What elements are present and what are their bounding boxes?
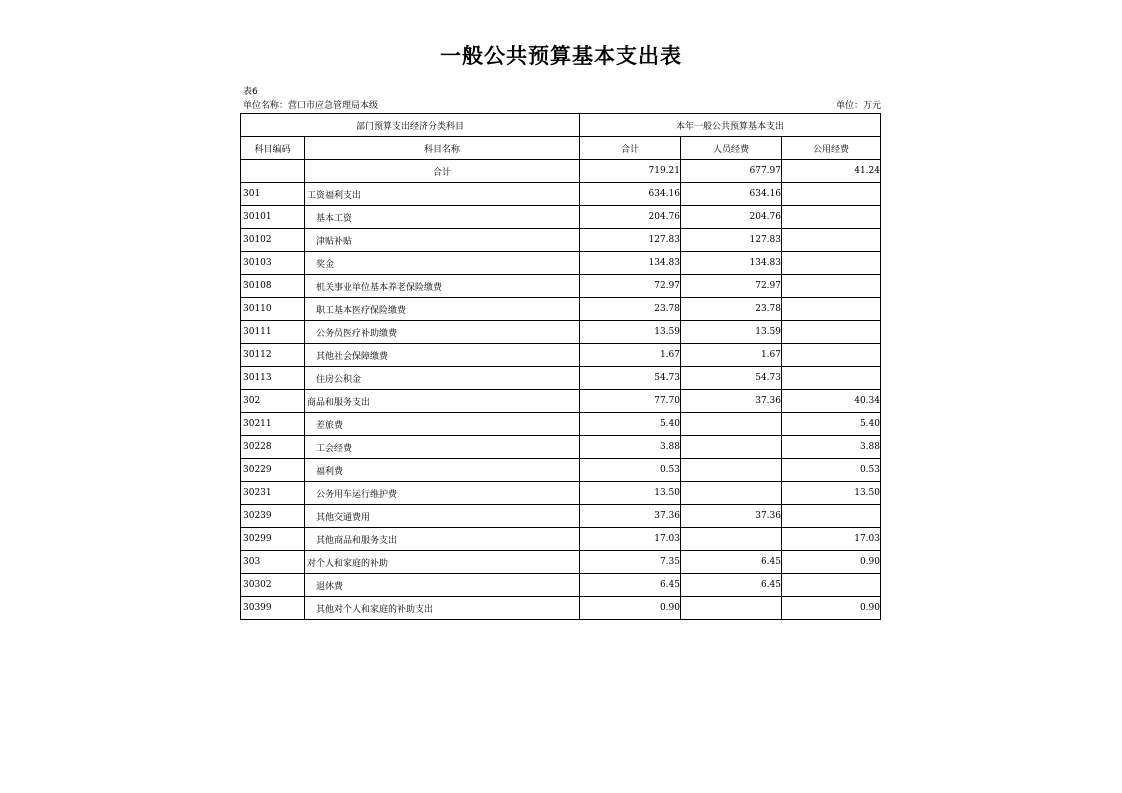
row-personnel: 6.45: [681, 574, 782, 597]
row-total: 54.73: [580, 367, 681, 390]
row-public: [782, 252, 881, 275]
row-public: [782, 183, 881, 206]
table-row: [241, 551, 881, 574]
row-personnel: 54.73: [681, 367, 782, 390]
row-total: 127.83: [580, 229, 681, 252]
row-name: 退休费: [305, 574, 580, 597]
row-code: 30110: [241, 298, 305, 321]
header-public: 公用经费: [782, 137, 881, 160]
row-personnel: 634.16: [681, 183, 782, 206]
row-code: 30228: [241, 436, 305, 459]
table-row: [241, 183, 881, 206]
row-public: [782, 229, 881, 252]
header-code: 科目编码: [241, 137, 305, 160]
unit-label: 单位：万元: [836, 101, 882, 111]
row-name: 工资福利支出: [305, 183, 580, 206]
row-personnel: [681, 459, 782, 482]
table-row: [241, 459, 881, 482]
table-row: [241, 574, 881, 597]
header-personnel: 人员经费: [681, 137, 782, 160]
row-total: 72.97: [580, 275, 681, 298]
row-name: 津贴补贴: [305, 229, 580, 252]
row-public: [782, 298, 881, 321]
row-public: 5.40: [782, 413, 881, 436]
row-public: 40.34: [782, 390, 881, 413]
header-name: 科目名称: [305, 137, 580, 160]
row-code: 30229: [241, 459, 305, 482]
row-name: 基本工资: [305, 206, 580, 229]
row-code: 30399: [241, 597, 305, 620]
row-code: 30101: [241, 206, 305, 229]
row-name: 机关事业单位基本养老保险缴费: [305, 275, 580, 298]
table-row: [241, 482, 881, 505]
row-name: 差旅费: [305, 413, 580, 436]
row-public: [782, 344, 881, 367]
header-econ-category: 部门预算支出经济分类科目: [241, 114, 580, 137]
row-code: 30211: [241, 413, 305, 436]
row-name: 其他对个人和家庭的补助支出: [305, 597, 580, 620]
row-public: 0.53: [782, 459, 881, 482]
row-code: 30302: [241, 574, 305, 597]
table-row: [241, 413, 881, 436]
row-personnel: 1.67: [681, 344, 782, 367]
row-personnel: 134.83: [681, 252, 782, 275]
row-public: 13.50: [782, 482, 881, 505]
header-group-row: [241, 114, 881, 137]
row-code: 30231: [241, 482, 305, 505]
row-name: 商品和服务支出: [305, 390, 580, 413]
row-public: 0.90: [782, 551, 881, 574]
row-personnel: 72.97: [681, 275, 782, 298]
row-code: 30102: [241, 229, 305, 252]
header-basic-expenditure: 本年一般公共预算基本支出: [580, 114, 881, 137]
row-code: 303: [241, 551, 305, 574]
row-name: 其他社会保障缴费: [305, 344, 580, 367]
row-public: [782, 505, 881, 528]
row-personnel: 127.83: [681, 229, 782, 252]
row-total: 0.90: [580, 597, 681, 620]
total-personnel: 677.97: [681, 160, 782, 183]
row-code: 302: [241, 390, 305, 413]
row-name: 公务员医疗补助缴费: [305, 321, 580, 344]
row-name: 公务用车运行维护费: [305, 482, 580, 505]
row-total: 6.45: [580, 574, 681, 597]
row-personnel: 204.76: [681, 206, 782, 229]
total-total: 719.21: [580, 160, 681, 183]
row-personnel: 13.59: [681, 321, 782, 344]
row-total: 5.40: [580, 413, 681, 436]
row-code: 30103: [241, 252, 305, 275]
total-code-cell: [241, 160, 305, 183]
total-row: [241, 160, 881, 183]
table-row: [241, 528, 881, 551]
table-row: [241, 367, 881, 390]
header-total: 合计: [580, 137, 681, 160]
row-name: 对个人和家庭的补助: [305, 551, 580, 574]
row-personnel: [681, 436, 782, 459]
row-personnel: [681, 482, 782, 505]
row-public: 17.03: [782, 528, 881, 551]
row-total: 7.35: [580, 551, 681, 574]
row-name: 奖金: [305, 252, 580, 275]
row-total: 13.59: [580, 321, 681, 344]
table-row: [241, 206, 881, 229]
row-public: [782, 206, 881, 229]
row-total: 13.50: [580, 482, 681, 505]
row-personnel: 23.78: [681, 298, 782, 321]
table-row: [241, 390, 881, 413]
row-personnel: 6.45: [681, 551, 782, 574]
row-total: 1.67: [580, 344, 681, 367]
row-personnel: [681, 528, 782, 551]
row-total: 77.70: [580, 390, 681, 413]
row-code: 30108: [241, 275, 305, 298]
row-code: 301: [241, 183, 305, 206]
row-personnel: [681, 597, 782, 620]
table-row: [241, 298, 881, 321]
unit-name: 单位名称：营口市应急管理局本级: [243, 101, 379, 111]
table-row: [241, 344, 881, 367]
row-name: 其他商品和服务支出: [305, 528, 580, 551]
row-public: 3.88: [782, 436, 881, 459]
table-row: [241, 275, 881, 298]
row-personnel: 37.36: [681, 390, 782, 413]
row-total: 17.03: [580, 528, 681, 551]
row-total: 23.78: [580, 298, 681, 321]
table-row: [241, 436, 881, 459]
page-title: 一般公共预算基本支出表: [440, 44, 682, 68]
row-public: 0.90: [782, 597, 881, 620]
budget-table: [240, 113, 881, 620]
table-row: [241, 252, 881, 275]
row-total: 3.88: [580, 436, 681, 459]
table-row: [241, 505, 881, 528]
row-code: 30111: [241, 321, 305, 344]
row-code: 30239: [241, 505, 305, 528]
row-name: 住房公积金: [305, 367, 580, 390]
header-column-row: [241, 137, 881, 160]
row-total: 134.83: [580, 252, 681, 275]
row-code: 30299: [241, 528, 305, 551]
row-public: [782, 321, 881, 344]
row-total: 37.36: [580, 505, 681, 528]
row-total: 0.53: [580, 459, 681, 482]
row-total: 634.16: [580, 183, 681, 206]
row-name: 工会经费: [305, 436, 580, 459]
row-name: 其他交通费用: [305, 505, 580, 528]
table-number: 表6: [243, 87, 258, 97]
row-name: 福利费: [305, 459, 580, 482]
total-public: 41.24: [782, 160, 881, 183]
row-total: 204.76: [580, 206, 681, 229]
row-personnel: 37.36: [681, 505, 782, 528]
table-row: [241, 597, 881, 620]
row-code: 30113: [241, 367, 305, 390]
row-public: [782, 275, 881, 298]
row-personnel: [681, 413, 782, 436]
row-public: [782, 574, 881, 597]
row-public: [782, 367, 881, 390]
row-code: 30112: [241, 344, 305, 367]
table-row: [241, 229, 881, 252]
table-row: [241, 321, 881, 344]
row-name: 职工基本医疗保险缴费: [305, 298, 580, 321]
total-label: 合计: [305, 160, 580, 183]
